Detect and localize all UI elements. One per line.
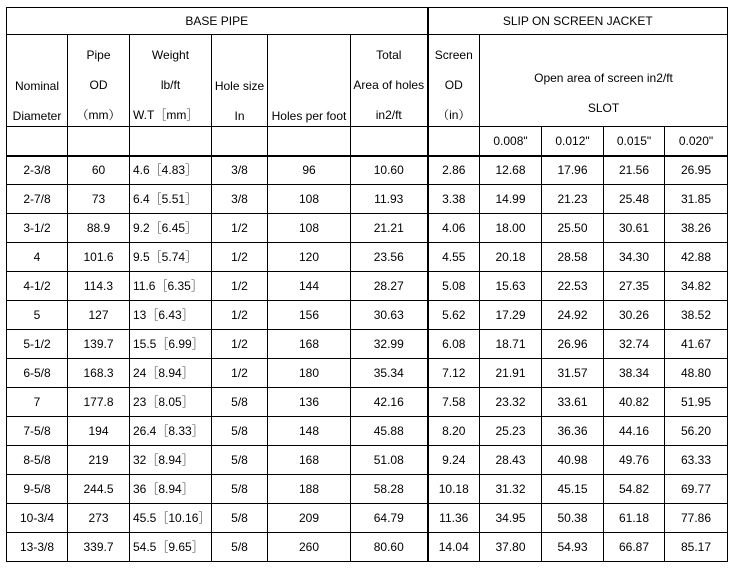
table-cell: 339.7 bbox=[68, 533, 130, 562]
table-cell: 6-5/8 bbox=[7, 359, 68, 388]
weight-line-1: Weight bbox=[151, 47, 190, 62]
table-cell: 9.5［5.74］ bbox=[130, 243, 212, 272]
nominal-diameter-header bbox=[7, 35, 68, 127]
table-cell: 18.71 bbox=[480, 330, 542, 359]
table-cell: 9-5/8 bbox=[7, 475, 68, 504]
table-cell: 2-7/8 bbox=[7, 185, 68, 214]
table-cell: 5/8 bbox=[212, 533, 268, 562]
table-cell: 8-5/8 bbox=[7, 446, 68, 475]
table-cell: 168 bbox=[268, 446, 351, 475]
table-cell: 28.58 bbox=[542, 243, 604, 272]
table-row bbox=[7, 214, 728, 243]
table-cell: 219 bbox=[68, 446, 130, 475]
table-cell: 61.18 bbox=[604, 504, 665, 533]
table-cell: 1/2 bbox=[212, 330, 268, 359]
weight-line-2: lb/ft bbox=[160, 77, 181, 92]
table-cell: 18.00 bbox=[480, 214, 542, 243]
table-cell: 60 bbox=[68, 156, 130, 185]
table-cell: 2.86 bbox=[428, 156, 480, 185]
pipe-od-line-1: Pipe bbox=[86, 47, 111, 62]
table-cell: 108 bbox=[268, 214, 351, 243]
table-cell: 5/8 bbox=[212, 504, 268, 533]
slot-label: SLOT bbox=[587, 100, 620, 115]
table-row bbox=[7, 185, 728, 214]
total-area-line-1: Total bbox=[376, 47, 402, 62]
table-cell: 28.43 bbox=[480, 446, 542, 475]
blank-cell bbox=[268, 127, 351, 156]
open-area-header bbox=[480, 35, 728, 127]
table-row bbox=[7, 301, 728, 330]
slot-size-015: 0.015" bbox=[604, 127, 665, 156]
table-cell: 26.95 bbox=[665, 156, 728, 185]
table-cell: 101.6 bbox=[68, 243, 130, 272]
table-cell: 5/8 bbox=[212, 446, 268, 475]
table-cell: 54.5［9.65］ bbox=[130, 533, 212, 562]
holes-per-foot-label: Holes per foot bbox=[271, 108, 347, 123]
table-cell: 1/2 bbox=[212, 359, 268, 388]
table-cell: 88.9 bbox=[68, 214, 130, 243]
table-cell: 66.87 bbox=[604, 533, 665, 562]
table-cell: 244.5 bbox=[68, 475, 130, 504]
table-cell: 36.36 bbox=[542, 417, 604, 446]
table-row bbox=[7, 156, 728, 185]
table-cell: 11.6［6.35］ bbox=[130, 272, 212, 301]
table-cell: 32.99 bbox=[351, 330, 428, 359]
table-cell: 194 bbox=[68, 417, 130, 446]
table-cell: 5/8 bbox=[212, 475, 268, 504]
table-cell: 45.5［10.16］ bbox=[130, 504, 212, 533]
table-cell: 31.32 bbox=[480, 475, 542, 504]
table-cell: 2-3/8 bbox=[7, 156, 68, 185]
table-cell: 24［8.94］ bbox=[130, 359, 212, 388]
blank-cell bbox=[351, 127, 428, 156]
table-cell: 9.2［6.45］ bbox=[130, 214, 212, 243]
table-cell: 7-5/8 bbox=[7, 417, 68, 446]
table-cell: 44.16 bbox=[604, 417, 665, 446]
total-area-line-2: Area of holes bbox=[353, 77, 425, 92]
table-cell: 25.23 bbox=[480, 417, 542, 446]
table-cell: 5/8 bbox=[212, 417, 268, 446]
table-cell: 64.79 bbox=[351, 504, 428, 533]
table-cell: 21.23 bbox=[542, 185, 604, 214]
screen-od-line-3: （in） bbox=[437, 107, 471, 122]
table-cell: 4.55 bbox=[428, 243, 480, 272]
weight-line-3: W.T［mm］ bbox=[133, 107, 199, 122]
table-cell: 168.3 bbox=[68, 359, 130, 388]
table-cell: 51.95 bbox=[665, 388, 728, 417]
table-cell: 28.27 bbox=[351, 272, 428, 301]
table-cell: 48.80 bbox=[665, 359, 728, 388]
table-cell: 1/2 bbox=[212, 243, 268, 272]
table-cell: 25.48 bbox=[604, 185, 665, 214]
table-cell: 7.58 bbox=[428, 388, 480, 417]
table-cell: 31.57 bbox=[542, 359, 604, 388]
table-cell: 14.99 bbox=[480, 185, 542, 214]
table-cell: 4.06 bbox=[428, 214, 480, 243]
table-cell: 5-1/2 bbox=[7, 330, 68, 359]
table-cell: 36［8.94］ bbox=[130, 475, 212, 504]
table-row bbox=[7, 533, 728, 562]
pipe-od-line-3: （mm） bbox=[76, 107, 121, 122]
table-row bbox=[7, 417, 728, 446]
table-cell: 38.34 bbox=[604, 359, 665, 388]
table-cell: 168 bbox=[268, 330, 351, 359]
table-cell: 139.7 bbox=[68, 330, 130, 359]
table-cell: 20.18 bbox=[480, 243, 542, 272]
table-cell: 42.16 bbox=[351, 388, 428, 417]
table-cell: 23.32 bbox=[480, 388, 542, 417]
table-cell: 73 bbox=[68, 185, 130, 214]
table-cell: 17.29 bbox=[480, 301, 542, 330]
table-cell: 22.53 bbox=[542, 272, 604, 301]
table-row bbox=[7, 272, 728, 301]
table-cell: 144 bbox=[268, 272, 351, 301]
blank-cell bbox=[212, 127, 268, 156]
table-row bbox=[7, 330, 728, 359]
table-cell: 23［8.05］ bbox=[130, 388, 212, 417]
table-cell: 26.96 bbox=[542, 330, 604, 359]
table-cell: 15.5［6.99］ bbox=[130, 330, 212, 359]
table-cell: 30.26 bbox=[604, 301, 665, 330]
weight-header bbox=[130, 35, 212, 127]
table-cell: 38.52 bbox=[665, 301, 728, 330]
table-cell: 15.63 bbox=[480, 272, 542, 301]
nominal-line-2: Diameter bbox=[12, 108, 62, 123]
table-cell: 1/2 bbox=[212, 272, 268, 301]
table-cell: 1/2 bbox=[212, 214, 268, 243]
table-cell: 24.92 bbox=[542, 301, 604, 330]
pipe-spec-table bbox=[6, 7, 728, 562]
table-body bbox=[7, 156, 728, 562]
table-cell: 177.8 bbox=[68, 388, 130, 417]
hole-size-line-2: In bbox=[234, 108, 245, 123]
slip-on-screen-header: SLIP ON SCREEN JACKET bbox=[428, 8, 728, 35]
table-cell: 96 bbox=[268, 156, 351, 185]
table-cell: 6.4［5.51］ bbox=[130, 185, 212, 214]
table-cell: 34.30 bbox=[604, 243, 665, 272]
pipe-od-line-2: OD bbox=[89, 77, 108, 92]
screen-od-line-1: Screen bbox=[434, 47, 473, 62]
blank-cell bbox=[68, 127, 130, 156]
hole-size-line-1: Hole size bbox=[214, 78, 265, 93]
table-cell: 33.61 bbox=[542, 388, 604, 417]
table-cell: 77.86 bbox=[665, 504, 728, 533]
table-cell: 180 bbox=[268, 359, 351, 388]
table-cell: 27.35 bbox=[604, 272, 665, 301]
table-cell: 120 bbox=[268, 243, 351, 272]
screen-od-header bbox=[428, 35, 480, 127]
table-cell: 7.12 bbox=[428, 359, 480, 388]
table-cell: 40.98 bbox=[542, 446, 604, 475]
blank-cell bbox=[130, 127, 212, 156]
table-cell: 10-3/4 bbox=[7, 504, 68, 533]
table-cell: 38.26 bbox=[665, 214, 728, 243]
table-cell: 30.61 bbox=[604, 214, 665, 243]
table-cell: 37.80 bbox=[480, 533, 542, 562]
table-cell: 5.08 bbox=[428, 272, 480, 301]
table-cell: 25.50 bbox=[542, 214, 604, 243]
table-row bbox=[7, 388, 728, 417]
slot-size-008: 0.008" bbox=[480, 127, 542, 156]
table-cell: 11.93 bbox=[351, 185, 428, 214]
table-cell: 12.68 bbox=[480, 156, 542, 185]
table-cell: 58.28 bbox=[351, 475, 428, 504]
table-cell: 45.15 bbox=[542, 475, 604, 504]
table-row bbox=[7, 475, 728, 504]
base-pipe-header: BASE PIPE bbox=[7, 8, 428, 35]
table-cell: 148 bbox=[268, 417, 351, 446]
table-cell: 3-1/2 bbox=[7, 214, 68, 243]
table-cell: 34.82 bbox=[665, 272, 728, 301]
table-cell: 63.33 bbox=[665, 446, 728, 475]
slot-size-020: 0.020" bbox=[665, 127, 728, 156]
table-cell: 42.88 bbox=[665, 243, 728, 272]
table-cell: 4 bbox=[7, 243, 68, 272]
blank-cell bbox=[7, 127, 68, 156]
table-cell: 30.63 bbox=[351, 301, 428, 330]
table-cell: 40.82 bbox=[604, 388, 665, 417]
table-cell: 11.36 bbox=[428, 504, 480, 533]
screen-od-line-2: OD bbox=[444, 77, 463, 92]
open-area-label: Open area of screen in2/ft bbox=[534, 70, 673, 85]
table-cell: 14.04 bbox=[428, 533, 480, 562]
table-row bbox=[7, 243, 728, 272]
holes-per-foot-header bbox=[268, 35, 351, 127]
table-cell: 3/8 bbox=[212, 185, 268, 214]
table-cell: 50.38 bbox=[542, 504, 604, 533]
table-cell: 209 bbox=[268, 504, 351, 533]
table-cell: 23.56 bbox=[351, 243, 428, 272]
table-cell: 136 bbox=[268, 388, 351, 417]
table-cell: 156 bbox=[268, 301, 351, 330]
table-cell: 80.60 bbox=[351, 533, 428, 562]
table-cell: 45.88 bbox=[351, 417, 428, 446]
table-cell: 56.20 bbox=[665, 417, 728, 446]
table-cell: 85.17 bbox=[665, 533, 728, 562]
table-cell: 51.08 bbox=[351, 446, 428, 475]
table-cell: 114.3 bbox=[68, 272, 130, 301]
table-cell: 21.21 bbox=[351, 214, 428, 243]
total-area-line-3: in2/ft bbox=[375, 107, 402, 122]
table-cell: 21.91 bbox=[480, 359, 542, 388]
table-cell: 34.95 bbox=[480, 504, 542, 533]
table-cell: 3/8 bbox=[212, 156, 268, 185]
table-row bbox=[7, 504, 728, 533]
table-cell: 273 bbox=[68, 504, 130, 533]
table-cell: 10.18 bbox=[428, 475, 480, 504]
nominal-line-1: Nominal bbox=[14, 78, 59, 93]
table-cell: 108 bbox=[268, 185, 351, 214]
blank-cell bbox=[428, 127, 480, 156]
table-cell: 21.56 bbox=[604, 156, 665, 185]
table-cell: 4.6［4.83］ bbox=[130, 156, 212, 185]
table-cell: 13-3/8 bbox=[7, 533, 68, 562]
pipe-od-header bbox=[68, 35, 130, 127]
total-area-header bbox=[351, 35, 428, 127]
table-cell: 10.60 bbox=[351, 156, 428, 185]
table-row bbox=[7, 359, 728, 388]
table-cell: 5 bbox=[7, 301, 68, 330]
slot-size-012: 0.012" bbox=[542, 127, 604, 156]
table-cell: 127 bbox=[68, 301, 130, 330]
table-cell: 5.62 bbox=[428, 301, 480, 330]
table-cell: 17.96 bbox=[542, 156, 604, 185]
table-cell: 31.85 bbox=[665, 185, 728, 214]
table-cell: 1/2 bbox=[212, 301, 268, 330]
table-cell: 3.38 bbox=[428, 185, 480, 214]
table-cell: 41.67 bbox=[665, 330, 728, 359]
table-cell: 69.77 bbox=[665, 475, 728, 504]
table-cell: 4-1/2 bbox=[7, 272, 68, 301]
table-cell: 8.20 bbox=[428, 417, 480, 446]
hole-size-header bbox=[212, 35, 268, 127]
table-row bbox=[7, 446, 728, 475]
table-cell: 13［6.43］ bbox=[130, 301, 212, 330]
table-cell: 7 bbox=[7, 388, 68, 417]
table-cell: 188 bbox=[268, 475, 351, 504]
table-cell: 26.4［8.33］ bbox=[130, 417, 212, 446]
table-cell: 260 bbox=[268, 533, 351, 562]
table-cell: 32.74 bbox=[604, 330, 665, 359]
table-cell: 5/8 bbox=[212, 388, 268, 417]
table-cell: 35.34 bbox=[351, 359, 428, 388]
table-cell: 54.93 bbox=[542, 533, 604, 562]
table-cell: 54.82 bbox=[604, 475, 665, 504]
table-cell: 32［8.94］ bbox=[130, 446, 212, 475]
table-cell: 6.08 bbox=[428, 330, 480, 359]
table-cell: 9.24 bbox=[428, 446, 480, 475]
table-cell: 49.76 bbox=[604, 446, 665, 475]
